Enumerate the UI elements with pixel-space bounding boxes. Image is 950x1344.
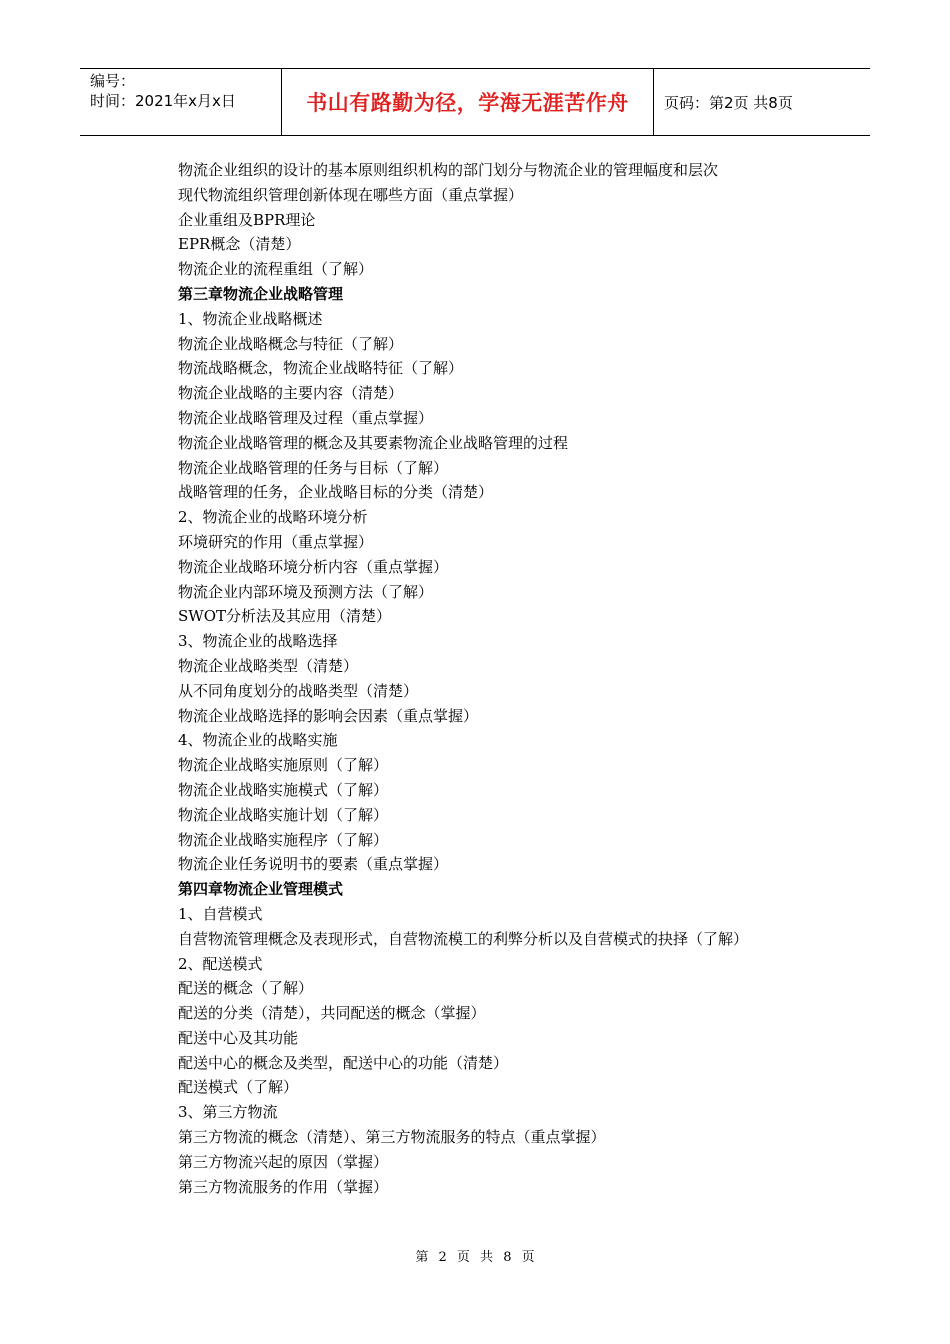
body-line: 物流企业战略环境分析内容（重点掌握） <box>178 557 449 576</box>
body-line: 物流企业组织的设计的基本原则组织机构的部门划分与物流企业的管理幅度和层次 <box>178 161 719 179</box>
document-header <box>80 68 870 136</box>
body-line: 配送中心及其功能 <box>178 1028 299 1047</box>
body-line: 配送的概念（了解） <box>178 979 314 998</box>
body-line: 物流企业战略实施程序（了解） <box>178 830 389 849</box>
body-line: SWOT分析法及其应用（清楚） <box>178 607 391 626</box>
body-line: 第三方物流的概念（清楚）、第三方物流服务的特点（重点掌握） <box>178 1128 606 1147</box>
header-page-cell <box>654 69 870 135</box>
body-line: 物流企业战略管理的任务与目标（了解） <box>178 458 449 477</box>
body-line: 物流企业战略概念与特征（了解） <box>178 334 404 353</box>
body-line: 4、物流企业的战略实施 <box>178 731 338 750</box>
body-line: 物流企业战略选择的影响会因素（重点掌握） <box>178 706 479 725</box>
body-line: 物流企业内部环境及预测方法（了解） <box>178 582 434 601</box>
page-footer: 第 2 页 共 8 页 <box>415 1250 535 1265</box>
body-line: 物流企业的流程重组（了解） <box>178 260 374 279</box>
body-line: 环境研究的作用（重点掌握） <box>178 532 374 551</box>
body-line: 1、自营模式 <box>178 904 263 923</box>
body-line: 物流战略概念，物流企业战略特征（了解） <box>178 359 464 378</box>
body-line: 物流企业战略的主要内容（清楚） <box>178 384 404 403</box>
body-line: 自营物流管理概念及表现形式，自营物流模工的利弊分析以及自营模式的抉择（了解） <box>178 929 749 948</box>
header-motto-cell <box>282 69 654 135</box>
body-line: 物流企业战略实施原则（了解） <box>178 756 389 775</box>
document-body <box>143 158 803 1199</box>
body-line: 物流企业任务说明书的要素（重点掌握） <box>178 855 449 874</box>
header-meta <box>80 69 282 135</box>
body-line: 第三方物流兴起的原因（掌握） <box>178 1152 389 1171</box>
body-line: 企业重组及BPR理论 <box>178 210 316 229</box>
body-line: 2、配送模式 <box>178 954 263 973</box>
body-line: EPR概念（清楚） <box>178 235 301 254</box>
chapter-heading: 第四章物流企业管理模式 <box>178 880 344 899</box>
number-label: 编号： <box>90 72 136 90</box>
date-label: 时间：2021年x月x日 <box>90 92 236 110</box>
body-line: 3、第三方物流 <box>178 1103 278 1122</box>
body-line: 战略管理的任务，企业战略目标的分类（清楚） <box>178 483 494 502</box>
body-line: 1、物流企业战略概述 <box>178 309 323 328</box>
header-motto: 书山有路勤为径，学海无涯苦作舟 <box>306 91 629 115</box>
body-line: 配送模式（了解） <box>178 1078 299 1097</box>
chapter-heading: 第三章物流企业战略管理 <box>178 284 344 303</box>
body-line: 3、物流企业的战略选择 <box>178 632 338 651</box>
body-line: 物流企业战略实施模式（了解） <box>178 780 389 799</box>
header-page-label: 页码：第2页 共8页 <box>664 93 793 112</box>
body-line: 2、物流企业的战略环境分析 <box>178 508 368 527</box>
body-line: 物流企业战略管理及过程（重点掌握） <box>178 408 434 427</box>
body-line: 现代物流组织管理创新体现在哪些方面（重点掌握） <box>178 185 524 204</box>
body-line: 第三方物流服务的作用（掌握） <box>178 1177 389 1196</box>
body-line: 配送的分类（清楚），共同配送的概念（掌握） <box>178 1004 486 1023</box>
body-line: 配送中心的概念及类型，配送中心的功能（清楚） <box>178 1053 509 1072</box>
body-line: 从不同角度划分的战略类型（清楚） <box>178 681 419 700</box>
body-line: 物流企业战略管理的概念及其要素物流企业战略管理的过程 <box>178 433 569 452</box>
body-line: 物流企业战略类型（清楚） <box>178 656 359 675</box>
body-line: 物流企业战略实施计划（了解） <box>178 805 389 824</box>
